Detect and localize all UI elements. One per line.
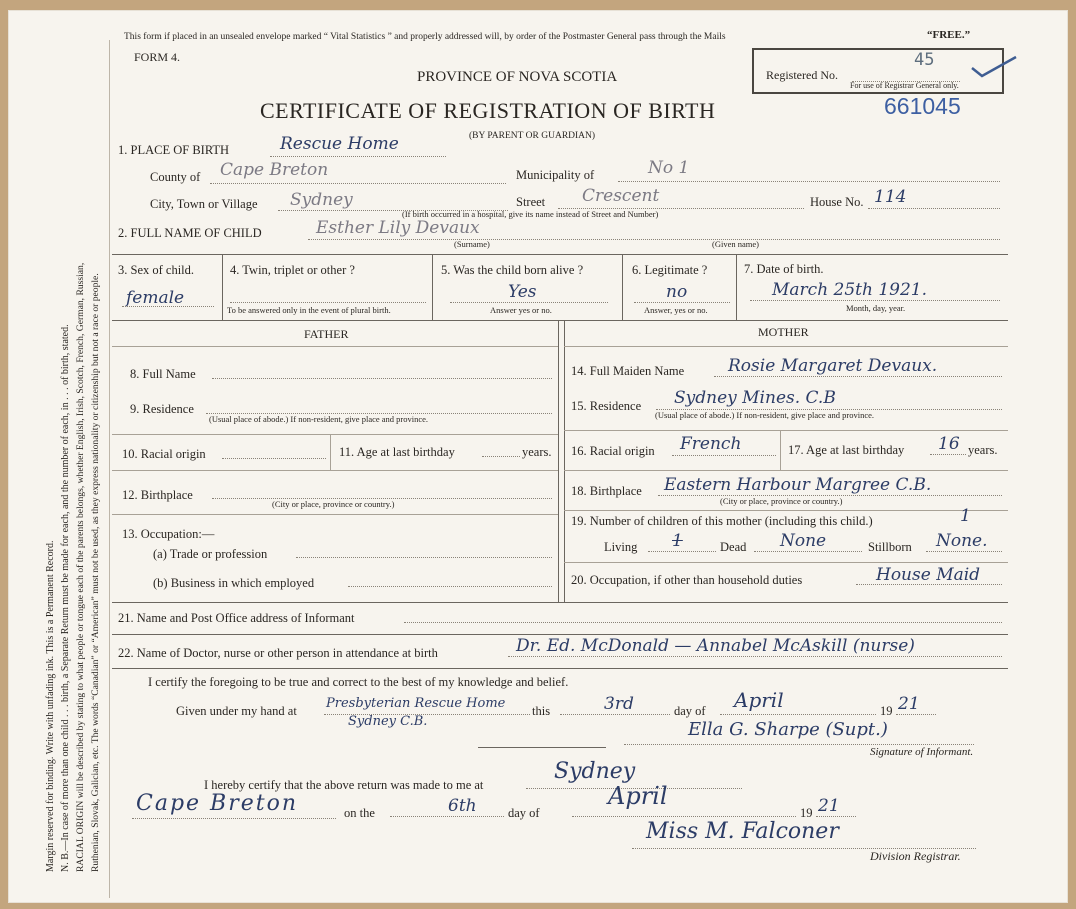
father-birthplace-label: 12. Birthplace	[122, 488, 193, 502]
twin-note: To be answered only in the event of plural birth.	[227, 305, 391, 315]
registrar-county-line	[132, 818, 336, 819]
date-of-birth-line	[750, 300, 1000, 301]
parents-divider	[558, 320, 559, 602]
date-of-birth-note: Month, day, year.	[846, 303, 906, 313]
mother-name-line	[714, 376, 1002, 377]
mother-occupation-line	[856, 584, 1002, 585]
father-business-line	[348, 586, 552, 587]
doctor-top-rule	[112, 634, 1008, 635]
mother-birthplace-note: (City or place, province or country.)	[720, 496, 843, 506]
row3-divider-4	[736, 254, 737, 320]
certify-day-of-label: day of	[674, 704, 706, 718]
mother-name-value: Rosie Margaret Devaux.	[728, 356, 938, 376]
stillborn-value: None.	[936, 531, 988, 551]
father-heading-rule	[112, 346, 558, 347]
certify-day-line	[560, 714, 670, 715]
mother-occupation-value: House Maid	[876, 565, 981, 585]
doctor-label: 22. Name of Doctor, nurse or other person in attendance at birth	[118, 646, 438, 660]
twin-line	[230, 302, 426, 303]
house-number-line	[868, 208, 1000, 209]
sex-value: female	[126, 288, 185, 308]
registrar-county-value: Cape Breton	[136, 791, 299, 816]
father-age-line	[482, 456, 520, 457]
registrar-month-value: April	[608, 782, 668, 810]
mother-racial-rule	[564, 430, 1008, 431]
living-label: Living	[604, 540, 638, 554]
registrar-month-line	[572, 816, 796, 817]
birth-certificate-form	[8, 10, 1068, 903]
twin-label: 4. Twin, triplet or other ?	[230, 263, 355, 277]
given-under-label: Given under my hand at	[176, 704, 297, 718]
father-racial-label: 10. Racial origin	[122, 447, 206, 461]
binding-margin-line	[109, 40, 110, 898]
mother-residence-label: 15. Residence	[571, 399, 642, 413]
municipality-label: Municipality of	[516, 168, 595, 182]
registered-note: For use of Registrar General only.	[850, 81, 959, 90]
margin-text-3: RACIAL ORIGIN will be described by stating to what people or tongue each of the parents belongs, whether English, Irish, Scotch, French, German, Russian,	[75, 262, 86, 872]
registrar-certify-text: I hereby certify that the above return was made to me at	[204, 778, 484, 792]
given-place-value: Presbyterian Rescue Home	[326, 696, 506, 711]
given-place-value-2: Sydney C.B.	[348, 714, 428, 729]
born-alive-line	[450, 302, 608, 303]
mother-heading-rule	[564, 346, 1008, 347]
father-trade-label: (a) Trade or profession	[153, 547, 268, 561]
date-of-birth-value: March 25th 1921.	[772, 280, 928, 300]
registrar-place-value: Sydney	[554, 759, 636, 784]
legitimate-label: 6. Legitimate ?	[632, 263, 708, 277]
mother-racial-value: French	[680, 434, 742, 454]
city-label: City, Town or Village	[150, 197, 258, 211]
legitimate-note: Answer, yes or no.	[644, 305, 708, 315]
certificate-subtitle: (BY PARENT OR GUARDIAN)	[469, 131, 596, 141]
mother-occupation-rule	[564, 562, 1008, 563]
certify-day-value: 3rd	[604, 694, 634, 714]
province-heading: PROVINCE OF NOVA SCOTIA	[417, 69, 618, 85]
mother-years-label: years.	[968, 443, 998, 457]
certificate-title: CERTIFICATE OF REGISTRATION OF BIRTH	[260, 98, 716, 123]
check-mark-icon	[966, 54, 1022, 80]
registered-value: 45	[914, 50, 935, 70]
county-label: County of	[150, 170, 201, 184]
legitimate-value: no	[666, 282, 688, 302]
father-name-line	[212, 378, 552, 379]
father-years-label: years.	[522, 445, 552, 459]
father-name-label: 8. Full Name	[130, 367, 196, 381]
margin-text-1: Margin reserved for binding. Write with unfading ink. This is a Permanent Record.	[45, 540, 56, 872]
mother-racial-label: 16. Racial origin	[571, 444, 655, 458]
certify-text: I certify the foregoing to be true and correct to the best of my knowledge and belief.	[148, 675, 569, 689]
this-label: this	[532, 704, 551, 718]
born-alive-value: Yes	[508, 282, 537, 302]
place-of-birth-label: 1. PLACE OF BIRTH	[118, 143, 230, 157]
registrar-day-line	[390, 816, 504, 817]
row3-divider-1	[222, 254, 223, 320]
division-registrar-label: Division Registrar.	[870, 849, 961, 863]
father-racial-rule	[112, 434, 558, 435]
living-line	[648, 551, 716, 552]
father-birthplace-rule	[112, 470, 558, 471]
father-racial-line	[222, 458, 326, 459]
father-occupation-label: 13. Occupation:—	[122, 527, 215, 541]
born-alive-label: 5. Was the child born alive ?	[441, 263, 584, 277]
informant-signature-label: Signature of Informant.	[870, 746, 974, 758]
mother-children-value: 1	[960, 506, 971, 526]
born-alive-note: Answer yes or no.	[490, 305, 552, 315]
certify-year-line	[896, 714, 936, 715]
father-residence-note: (Usual place of abode.) If non-resident, give place and province.	[209, 414, 429, 424]
doctor-line	[508, 656, 1002, 657]
certify-year-prefix: 19	[880, 704, 893, 718]
mother-residence-note: (Usual place of abode.) If non-resident, give place and province.	[655, 410, 875, 420]
date-of-birth-label: 7. Date of birth.	[744, 262, 824, 276]
mother-age-value: 16	[938, 434, 960, 454]
given-place-line	[324, 714, 530, 715]
row3-divider-3	[622, 254, 623, 320]
county-value: Cape Breton	[220, 160, 329, 180]
father-age-label: 11. Age at last birthday	[339, 445, 455, 459]
dead-label: Dead	[720, 540, 747, 554]
stillborn-line	[926, 551, 1002, 552]
form-number: FORM 4.	[134, 50, 181, 64]
mother-birthplace-value: Eastern Harbour Margree C.B.	[664, 475, 932, 495]
witness-line	[478, 747, 606, 748]
house-number-value: 114	[874, 187, 907, 207]
registrar-day-value: 6th	[448, 796, 477, 816]
certify-year-value: 21	[898, 694, 920, 714]
mother-residence-value: Sydney Mines. C.B	[674, 388, 836, 408]
registered-label: Registered No.	[766, 68, 838, 82]
sex-label: 3. Sex of child.	[118, 263, 195, 277]
parents-divider-2	[564, 320, 565, 602]
margin-text-4: Ruthenian, Slovak, Galician, etc. The words “Canadian” or “American” must not be used, as they express nationality or citizenship but not a race or people.	[90, 273, 101, 872]
mother-birthplace-rule	[564, 470, 1008, 471]
municipality-value: No 1	[648, 158, 690, 178]
mother-occupation-label: 20. Occupation, if other than household duties	[571, 573, 803, 587]
registrar-day-of-label: day of	[508, 806, 540, 820]
street-label: Street	[516, 195, 546, 209]
free-notice: This form if placed in an unsealed envelope marked “ Vital Statistics ” and properly addressed will, by order of the Postmaster General pass through the Mails	[124, 32, 726, 42]
legitimate-line	[634, 302, 730, 303]
certify-month-value: April	[734, 688, 784, 712]
mother-heading: MOTHER	[758, 325, 809, 339]
mother-age-label: 17. Age at last birthday	[788, 443, 905, 457]
row3-top-rule	[112, 254, 1008, 255]
father-heading: FATHER	[304, 327, 349, 341]
stillborn-label: Stillborn	[868, 540, 912, 554]
father-business-label: (b) Business in which employed	[153, 576, 315, 590]
house-number-label: House No.	[810, 195, 864, 209]
father-racial-divider	[330, 434, 331, 470]
given-name-note: (Given name)	[712, 239, 759, 249]
mother-age-line	[930, 454, 966, 455]
municipality-line	[618, 181, 1000, 182]
sex-line	[122, 306, 214, 307]
row3-bottom-rule	[112, 320, 1008, 321]
father-occupation-rule	[112, 514, 558, 515]
free-word: “FREE.”	[927, 29, 971, 41]
mother-children-label: 19. Number of children of this mother (including this child.)	[571, 514, 873, 528]
file-number: 661045	[884, 93, 961, 119]
row3-divider-2	[432, 254, 433, 320]
informant-top-rule	[112, 602, 1008, 603]
place-of-birth-value: Rescue Home	[280, 134, 399, 154]
informant-line	[404, 622, 1002, 623]
county-line	[210, 183, 506, 184]
mother-racial-divider	[780, 430, 781, 470]
surname-note: (Surname)	[454, 239, 490, 249]
father-trade-line	[296, 557, 552, 558]
child-name-value: Esther Lily Devaux	[316, 218, 480, 238]
child-name-line	[308, 239, 1000, 240]
informant-signature: Ella G. Sharpe (Supt.)	[688, 719, 888, 740]
certify-month-line	[720, 714, 876, 715]
registrar-year-line	[816, 816, 856, 817]
mother-birthplace-label: 18. Birthplace	[571, 484, 642, 498]
doctor-value: Dr. Ed. McDonald — Annabel McAskill (nurse)	[516, 636, 915, 656]
certify-top-rule	[112, 668, 1008, 669]
father-birthplace-note: (City or place, province or country.)	[272, 499, 395, 509]
registrar-year-value: 21	[818, 796, 840, 816]
dead-line	[754, 551, 862, 552]
registrar-signature: Miss M. Falconer	[646, 819, 839, 844]
street-value: Crescent	[582, 186, 660, 206]
mother-children-rule	[564, 510, 1008, 511]
registrar-year-prefix: 19	[800, 806, 813, 820]
dead-value: None	[780, 531, 827, 551]
informant-label: 21. Name and Post Office address of Informant	[118, 611, 355, 625]
margin-text-2: N. B.—In case of more than one child . . . birth, a Separate Return must be made for each, and the number of each, in . . . of birth, stated.	[60, 324, 71, 872]
hospital-note: (If birth occurred in a hospital, give its name instead of Street and Number)	[402, 209, 659, 219]
mother-name-label: 14. Full Maiden Name	[571, 364, 685, 378]
registrar-on-the-label: on the	[344, 806, 375, 820]
city-value: Sydney	[290, 190, 353, 210]
father-residence-label: 9. Residence	[130, 402, 194, 416]
living-value: 1	[672, 531, 683, 551]
place-of-birth-line	[270, 156, 446, 157]
child-name-label: 2. FULL NAME OF CHILD	[118, 226, 262, 240]
mother-racial-line	[672, 455, 776, 456]
